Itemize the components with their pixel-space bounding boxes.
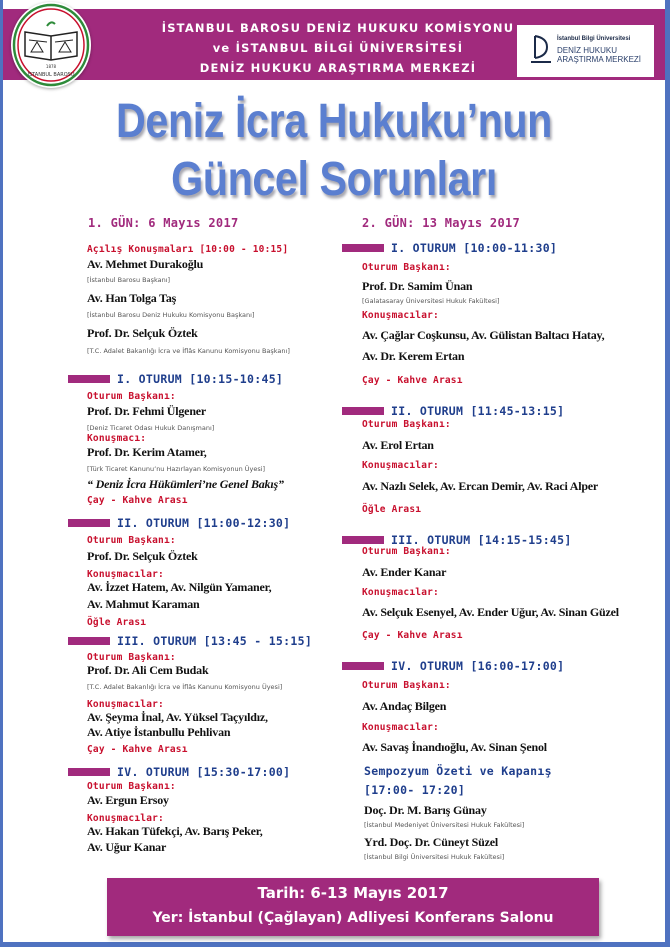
speaker-affiliation: [T.C. Adalet Bakanlığı İcra ve İflâs Kanunu Komisyonu Başkanı] bbox=[87, 347, 290, 355]
chair-name: Prof. Dr. Selçuk Öztek bbox=[87, 549, 198, 563]
organizer-line-2: ve İSTANBUL BİLGİ ÜNİVERSİTESİ bbox=[212, 41, 464, 55]
closing-time: [17:00- 17:20] bbox=[364, 783, 466, 797]
scales-of-justice-icon bbox=[11, 2, 91, 88]
chair-label: Oturum Başkanı: bbox=[87, 391, 176, 402]
speakers-names: Av. Uğur Kanar bbox=[87, 840, 167, 854]
speakers-names: Av. Nazlı Selek, Av. Ercan Demir, Av. Raci Alper bbox=[362, 479, 599, 493]
speakers-label: Konuşmacılar: bbox=[87, 699, 164, 710]
speaker-name: Yrd. Doç. Dr. Cüneyt Süzel bbox=[364, 835, 499, 849]
istanbul-bar-logo bbox=[11, 2, 91, 88]
day1-session-2-header: II. OTURUM [11:00-12:30] bbox=[68, 516, 290, 530]
session-bar-marker bbox=[68, 768, 110, 776]
day2-session-2-header: II. OTURUM [11:45-13:15] bbox=[342, 404, 564, 418]
organizer-text bbox=[153, 18, 523, 78]
speakers-names: Av. Savaş İnandıoğlu, Av. Sinan Şenol bbox=[362, 740, 547, 754]
day2-session-4-header: IV. OTURUM [16:00-17:00] bbox=[342, 659, 564, 673]
event-title-line-1: Deniz İcra Hukuku’nun bbox=[116, 95, 552, 148]
speaker-name: Prof. Dr. Kerim Atamer, bbox=[87, 445, 207, 459]
event-venue: Yer: İstanbul (Çağlayan) Adliyesi Konferans Salonu bbox=[152, 910, 554, 926]
chair-name: Av. Ender Kanar bbox=[362, 565, 447, 579]
header-band bbox=[3, 9, 665, 80]
session-bar-marker bbox=[68, 519, 110, 527]
event-title bbox=[49, 93, 618, 209]
chair-name: Prof. Dr. Samim Ünan bbox=[362, 279, 473, 293]
chair-name: Prof. Dr. Ali Cem Budak bbox=[87, 663, 209, 677]
speakers-names: Av. Şeyma İnal, Av. Yüksel Taçyıldız, bbox=[87, 710, 268, 724]
break-label: Çay - Kahve Arası bbox=[362, 630, 463, 641]
svg-text:İSTANBUL BAROSU: İSTANBUL BAROSU bbox=[27, 72, 75, 78]
day2-session-3-header: III. OTURUM [14:15-15:45] bbox=[342, 533, 572, 547]
organizer-line-3: DENİZ HUKUKU ARAŞTIRMA MERKEZİ bbox=[199, 61, 477, 75]
session-bar-marker bbox=[68, 375, 110, 383]
speaker-affiliation: [Türk Ticaret Kanunu’nu Hazırlayan Komisyonun Üyesi] bbox=[87, 465, 266, 473]
speaker-affiliation: [İstanbul Medeniyet Üniversitesi Hukuk Fakültesi] bbox=[364, 821, 525, 829]
closing-title: Sempozyum Özeti ve Kapanış bbox=[364, 764, 552, 778]
speaker-name: Doç. Dr. M. Barış Günay bbox=[364, 803, 487, 817]
speakers-names: Av. Dr. Kerem Ertan bbox=[362, 349, 465, 363]
session-bar-marker bbox=[342, 407, 384, 415]
day2-session-1-header: I. OTURUM [10:00-11:30] bbox=[342, 241, 557, 255]
day1-session-4-header: IV. OTURUM [15:30-17:00] bbox=[68, 765, 290, 779]
chair-affiliation: [Deniz Ticaret Odası Hukuk Danışmanı] bbox=[87, 424, 215, 432]
university-name: İstanbul Bilgi Üniversitesi bbox=[557, 36, 631, 42]
bilgi-university-logo bbox=[517, 25, 654, 77]
chair-label: Oturum Başkanı: bbox=[87, 781, 176, 792]
break-label: Çay - Kahve Arası bbox=[362, 375, 463, 386]
event-date: Tarih: 6-13 Mayıs 2017 bbox=[257, 884, 449, 902]
speakers-label: Konuşmacılar: bbox=[362, 460, 439, 471]
break-label: Öğle Arası bbox=[87, 617, 147, 628]
event-title-line-2: Güncel Sorunları bbox=[171, 153, 497, 206]
speakers-label: Konuşmacılar: bbox=[87, 569, 164, 580]
chair-affiliation: [T.C. Adalet Bakanlığı İcra ve İflâs Kanunu Komisyonu Üyesi] bbox=[87, 683, 283, 691]
session-bar-marker bbox=[342, 536, 384, 544]
svg-text:1878: 1878 bbox=[45, 64, 57, 69]
speakers-names: Av. Mahmut Karaman bbox=[87, 597, 200, 611]
speakers-names: Av. Çağlar Coşkunsu, Av. Gülistan Baltacı Hatay, bbox=[362, 328, 605, 342]
session-bar-marker bbox=[342, 662, 384, 670]
speakers-label: Konuşmacılar: bbox=[362, 587, 439, 598]
speakers-label: Konuşmacılar: bbox=[362, 310, 439, 321]
chair-name: Av. Erol Ertan bbox=[362, 438, 434, 452]
break-label: Çay - Kahve Arası bbox=[87, 495, 188, 506]
speakers-label: Konuşmacılar: bbox=[362, 722, 439, 733]
research-center-name: DENİZ HUKUKU ARAŞTIRMA MERKEZİ bbox=[557, 46, 642, 64]
chair-name: Prof. Dr. Fehmi Ülgener bbox=[87, 404, 207, 418]
chair-name: Av. Ergun Ersoy bbox=[87, 793, 169, 807]
chair-affiliation: [Galatasaray Üniversitesi Hukuk Fakültesi] bbox=[362, 297, 500, 305]
poster-page bbox=[3, 0, 665, 942]
chair-label: Oturum Başkanı: bbox=[362, 262, 451, 273]
break-label: Öğle Arası bbox=[362, 504, 422, 515]
chair-label: Oturum Başkanı: bbox=[362, 546, 451, 557]
talk-title: “ Deniz İcra Hükümleri’ne Genel Bakış” bbox=[87, 477, 284, 491]
speaker-affiliation: [İstanbul Barosu Başkanı] bbox=[87, 276, 171, 284]
session-bar-marker bbox=[342, 244, 384, 252]
speakers-names: Av. Hakan Tüfekçi, Av. Barış Peker, bbox=[87, 824, 263, 838]
session-bar-marker bbox=[68, 637, 110, 645]
speaker-affiliation: [İstanbul Barosu Deniz Hukuku Komisyonu Başkanı] bbox=[87, 311, 255, 319]
speakers-names: Av. Atiye İstanbullu Pehlivan bbox=[87, 725, 231, 739]
break-label: Çay - Kahve Arası bbox=[87, 744, 188, 755]
speaker-name: Av. Mehmet Durakoğlu bbox=[87, 257, 204, 271]
speaker-affiliation: [İstanbul Bilgi Üniversitesi Hukuk Fakültesi] bbox=[364, 853, 505, 861]
speakers-names: Av. İzzet Hatem, Av. Nilgün Yamaner, bbox=[87, 580, 272, 594]
speaker-label: Konuşmacı: bbox=[87, 433, 147, 444]
organizer-line-1: İSTANBUL BAROSU DENİZ HUKUKU KOMİSYONU bbox=[161, 21, 515, 35]
opening-speeches-label: Açılış Konuşmaları [10:00 - 10:15] bbox=[87, 244, 289, 255]
chair-label: Oturum Başkanı: bbox=[362, 680, 451, 691]
chair-name: Av. Andaç Bilgen bbox=[362, 699, 447, 713]
letter-d-logo-icon bbox=[531, 34, 551, 64]
chair-label: Oturum Başkanı: bbox=[362, 419, 451, 430]
speakers-names: Av. Selçuk Esenyel, Av. Ender Uğur, Av. Sinan Güzel bbox=[362, 605, 619, 619]
day1-session-3-header: III. OTURUM [13:45 - 15:15] bbox=[68, 634, 312, 648]
day-2-title: 2. GÜN: 13 Mayıs 2017 bbox=[362, 216, 521, 230]
chair-label: Oturum Başkanı: bbox=[87, 535, 176, 546]
day-1-title: 1. GÜN: 6 Mayıs 2017 bbox=[88, 216, 239, 230]
speaker-name: Prof. Dr. Selçuk Öztek bbox=[87, 326, 198, 340]
speaker-name: Av. Han Tolga Taş bbox=[87, 291, 177, 305]
day1-session-1-header: I. OTURUM [10:15-10:45] bbox=[68, 372, 283, 386]
chair-label: Oturum Başkanı: bbox=[87, 652, 176, 663]
speakers-label: Konuşmacılar: bbox=[87, 813, 164, 824]
event-info-banner bbox=[107, 878, 599, 936]
